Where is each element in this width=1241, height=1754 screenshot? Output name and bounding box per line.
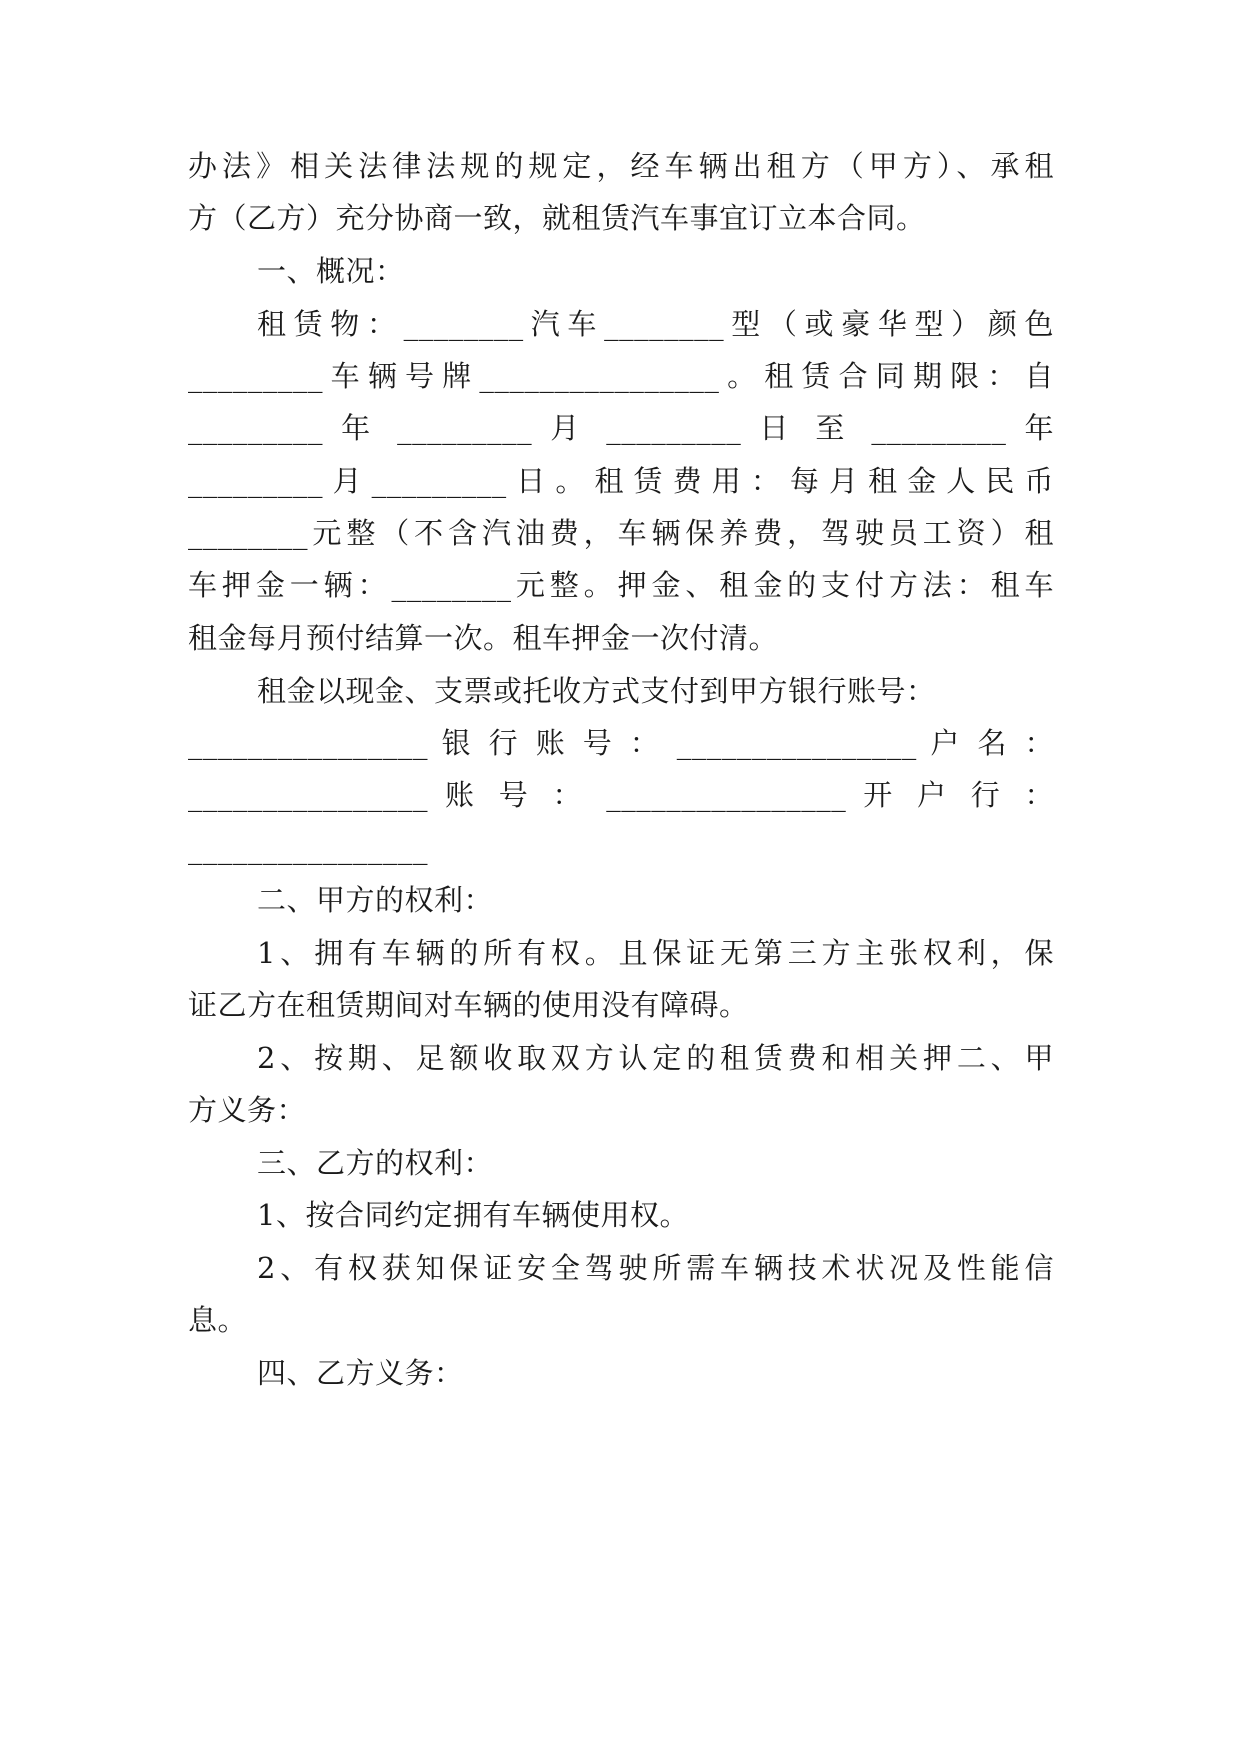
text-line-ownership: 1、拥有车辆的所有权。且保证无第三方主张权利，保 — [257, 936, 1054, 970]
text-line-rental-item: 租赁物：________汽车________型（或豪华型）颜色 — [257, 307, 1054, 341]
text-line-guarantee: 证乙方在租赁期间对车辆的使用没有障碍。 — [188, 988, 749, 1022]
text-line-usage-right: 1、按合同约定拥有车辆使用权。 — [257, 1198, 689, 1232]
text-line-fee: _________月_________日。租赁费用：每月租金人民币 — [188, 464, 1054, 498]
text-line-deposit: 车押金一辆：________元整。押金、租金的支付方法：租车 — [188, 568, 1054, 602]
text-line-payment-method: 租金以现金、支票或托收方式支付到甲方银行账号： — [257, 674, 936, 708]
text-line-bank-account: ________________ 银 行 账 号 ： ________________ 户 名 ： — [188, 726, 1054, 760]
section-heading-party-b-rights: 三、乙方的权利： — [257, 1146, 494, 1180]
text-line-technical-info: 2、有权获知保证安全驾驶所需车辆技术状况及性能信 — [257, 1251, 1054, 1285]
text-line-prepay: 租金每月预付结算一次。租车押金一次付清。 — [188, 621, 779, 655]
text-line-info-end: 息。 — [188, 1303, 248, 1337]
section-heading-overview: 一、概况： — [257, 254, 405, 288]
text-line-amount: ________元整（不含汽油费，车辆保养费，驾驶员工资）租 — [188, 516, 1054, 550]
section-heading-party-a-rights: 二、甲方的权利： — [257, 883, 494, 917]
text-line-plate: _________车辆号牌________________。租赁合同期限：自 — [188, 359, 1054, 393]
text-line-collect-fee: 2、按期、足额收取双方认定的租赁费和相关押二、甲 — [257, 1041, 1054, 1075]
text-line-party-a-duties: 方义务： — [188, 1093, 307, 1127]
text-line-2: 方（乙方）充分协商一致，就租赁汽车事宜订立本合同。 — [188, 201, 926, 235]
text-line-1: 办法》相关法律法规的规定，经车辆出租方（甲方）、承租 — [188, 149, 1054, 183]
text-line-dates: _________ 年 _________ 月 _________ 日 至 _________ 年 — [188, 411, 1054, 445]
section-heading-party-b-duties: 四、乙方义务： — [257, 1356, 464, 1390]
text-line-blank: ________________ — [188, 831, 428, 865]
text-line-account-bank: ________________ 账 号 ： ________________ 开 户 行 ： — [188, 778, 1054, 812]
